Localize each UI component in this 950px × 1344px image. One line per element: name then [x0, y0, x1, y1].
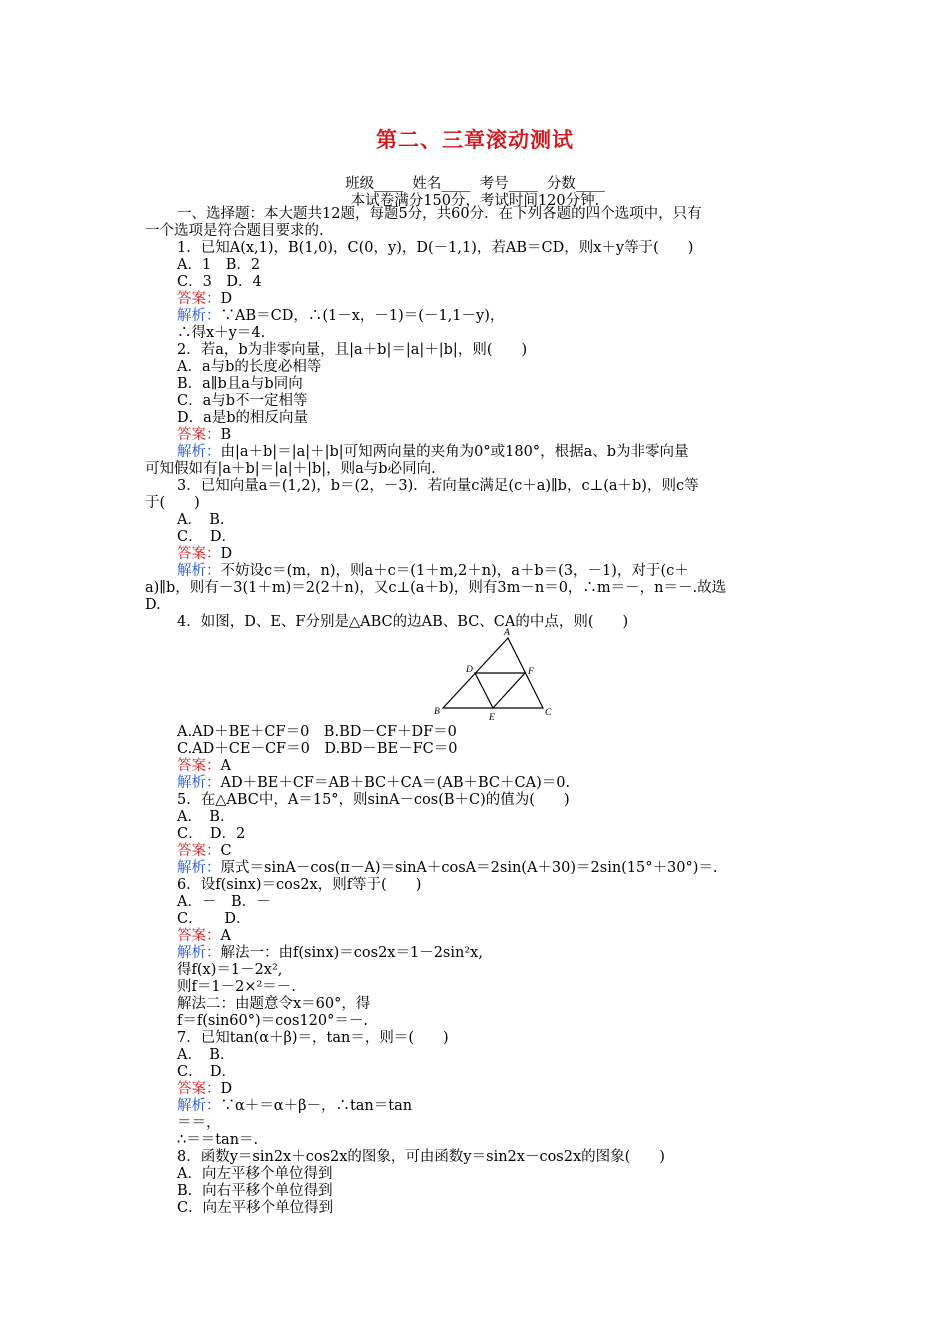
q6-options-ab: A．－ B．－	[177, 894, 271, 910]
q2-analysis-1: 由|a＋b|＝|a|＋|b|可知两向量的夹角为0°或180°，根据a、b为非零向量	[220, 444, 689, 460]
q5-options-ab: A． B．	[177, 809, 235, 825]
q1-analysis-1: ∵AB＝CD，∴(1－x，－1)＝(－1,1－y)，	[220, 308, 505, 324]
analysis-label: 解析：	[177, 1098, 221, 1114]
q6-analysis-4: 解法二：由题意令x＝60°，得	[177, 996, 371, 1012]
q4-options-ab: A.AD＋BE＋CF＝0 B.BD－CF＋DF＝0	[177, 724, 457, 740]
label-e: E	[489, 713, 495, 722]
q5-stem: 5．在△ABC中，A＝15°，则sinA－cos(B＋C)的值为( )	[177, 792, 570, 808]
q6-options-cd: C． D．	[177, 911, 251, 927]
q4-answer	[177, 758, 847, 775]
q1-answer	[177, 291, 847, 308]
q3-analysis	[177, 563, 847, 580]
analysis-label: 解析：	[177, 308, 221, 324]
q7-analysis-3: ∴＝＝tan＝.	[177, 1132, 259, 1148]
q3-stem-1: 3．已知向量a＝(1,2)，b＝(2，－3)．若向量c满足(c＋a)∥b，c⊥(a＋b)，则c等	[177, 478, 699, 494]
triangle-figure	[425, 626, 565, 722]
q1-analysis-2: ∴得x＋y＝4.	[177, 325, 266, 341]
analysis-label: 解析：	[177, 860, 221, 876]
q7-options-ab: A． B．	[177, 1047, 235, 1063]
q6-analysis-3: 则f＝1－2×²＝－.	[177, 979, 296, 995]
q7-analysis	[177, 1098, 847, 1115]
analysis-label: 解析：	[177, 563, 221, 579]
answer-label: 答案：	[177, 843, 221, 859]
q7-analysis-1: ∵α＋＝α＋β－，∴tan＝tan	[220, 1098, 413, 1114]
label-d: D	[466, 665, 473, 675]
q2-analysis	[177, 444, 847, 461]
q3-analysis-2: a)∥b，则有－3(1＋m)＝2(2＋n)，又c⊥(a＋b)，则有3m－n＝0，∴m＝－，n＝－.故选	[145, 580, 727, 596]
q3-stem-2: 于( )	[145, 495, 200, 511]
intro-line-2: 一个选项是符合题目要求的.	[145, 223, 324, 239]
q2-answer	[177, 427, 847, 444]
student-info-line: 班级____ 姓名____ 考号____ 分数____	[345, 176, 605, 192]
q5-analysis-1: 原式＝sinA－cos(π－A)＝sinA＋cosA＝2sin(A＋30)＝2sin(15°＋30°)＝.	[220, 860, 718, 876]
q5-answer	[177, 843, 847, 860]
answer-label: 答案：	[177, 758, 221, 774]
q7-stem: 7．已知tan(α＋β)＝，tan＝，则＝( )	[177, 1030, 449, 1046]
q2-option-b: B．a∥b且a与b同向	[177, 376, 303, 392]
q6-analysis	[177, 945, 847, 962]
q2-analysis-2: 可知假如有|a＋b|＝|a|＋|b|，则a与b必同向.	[145, 461, 436, 477]
intro-line-1: 一、选择题：本大题共12题，每题5分，共60分．在下列各题的四个选项中，只有	[177, 206, 702, 222]
q3-answer-value: D	[220, 546, 233, 562]
exam-note: 本试卷满分150分，考试时间120分钟.	[350, 193, 600, 209]
q2-stem: 2．若a，b为非零向量，且|a＋b|＝|a|＋|b|，则( )	[177, 342, 528, 358]
q7-analysis-2: ＝＝，	[177, 1115, 221, 1131]
q2-answer-value: B	[220, 427, 232, 443]
page-title: 第二、三章滚动测试	[376, 127, 574, 152]
q2-option-d: D．a是b的相反向量	[177, 410, 309, 426]
q8-stem: 8．函数y＝sin2x＋cos2x的图象，可由函数y＝sin2x－cos2x的图象( )	[177, 1149, 665, 1165]
answer-label: 答案：	[177, 928, 221, 944]
q3-options-ab: A． B．	[177, 512, 235, 528]
answer-label: 答案：	[177, 291, 221, 307]
q5-options-cd: C． D．2	[177, 826, 246, 842]
q4-answer-value: A	[220, 758, 231, 774]
label-a: A	[504, 628, 510, 638]
q7-answer-value: D	[220, 1081, 233, 1097]
label-f: F	[528, 667, 534, 677]
q2-option-c: C．a与b不一定相等	[177, 393, 308, 409]
q7-options-cd: C． D．	[177, 1064, 236, 1080]
q8-option-a: A．向左平移个单位得到	[177, 1166, 333, 1182]
analysis-label: 解析：	[177, 444, 221, 460]
q1-answer-value: D	[220, 291, 233, 307]
label-b: B	[434, 707, 440, 717]
triangle-def	[475, 673, 525, 708]
q1-stem: 1．已知A(x,1)，B(1,0)，C(0，y)，D(－1,1)，若AB＝CD，则x＋y等于( )	[177, 240, 694, 256]
answer-label: 答案：	[177, 427, 221, 443]
analysis-label: 解析：	[177, 945, 221, 961]
q3-answer	[177, 546, 847, 563]
analysis-label: 解析：	[177, 775, 221, 791]
q5-analysis	[177, 860, 847, 877]
label-c: C	[545, 708, 552, 718]
q7-answer	[177, 1081, 847, 1098]
q3-options-cd: C． D．	[177, 529, 236, 545]
q4-options-cd: C.AD＋CE－CF＝0 D.BD－BE－FC＝0	[177, 741, 458, 757]
q1-analysis	[177, 308, 847, 325]
q4-analysis-1: AD＋BE＋CF＝AB＋BC＋CA＝(AB＋BC＋CA)＝0.	[220, 775, 571, 791]
q6-analysis-1: 解法一：由f(sinx)＝cos2x＝1－2sin²x,	[220, 945, 483, 961]
answer-label: 答案：	[177, 1081, 221, 1097]
q6-answer	[177, 928, 847, 945]
q6-answer-value: A	[220, 928, 231, 944]
q1-options-cd: C．3 D．4	[177, 274, 262, 290]
answer-label: 答案：	[177, 546, 221, 562]
q6-analysis-2: 得f(x)＝1－2x²,	[177, 962, 283, 978]
q5-answer-value: C	[220, 843, 232, 859]
q1-options-ab: A．1 B．2	[177, 257, 261, 273]
q8-option-b: B．向右平移个单位得到	[177, 1183, 333, 1199]
q4-stem: 4．如图，D、E、F分别是△ABC的边AB、BC、CA的中点，则( )	[177, 614, 629, 630]
q6-analysis-5: f＝f(sin60°)＝cos120°＝－.	[177, 1013, 368, 1029]
q6-stem: 6．设f(sinx)＝cos2x，则f等于( )	[177, 877, 422, 893]
q8-option-c: C．向左平移个单位得到	[177, 1200, 334, 1216]
q2-option-a: A．a与b的长度必相等	[177, 359, 322, 375]
q3-analysis-1: 不妨设c＝(m，n)，则a＋c＝(1＋m,2＋n)，a＋b＝(3，－1)，对于(c＋	[220, 563, 689, 579]
q3-analysis-3: D.	[145, 597, 161, 613]
q4-analysis	[177, 775, 847, 792]
